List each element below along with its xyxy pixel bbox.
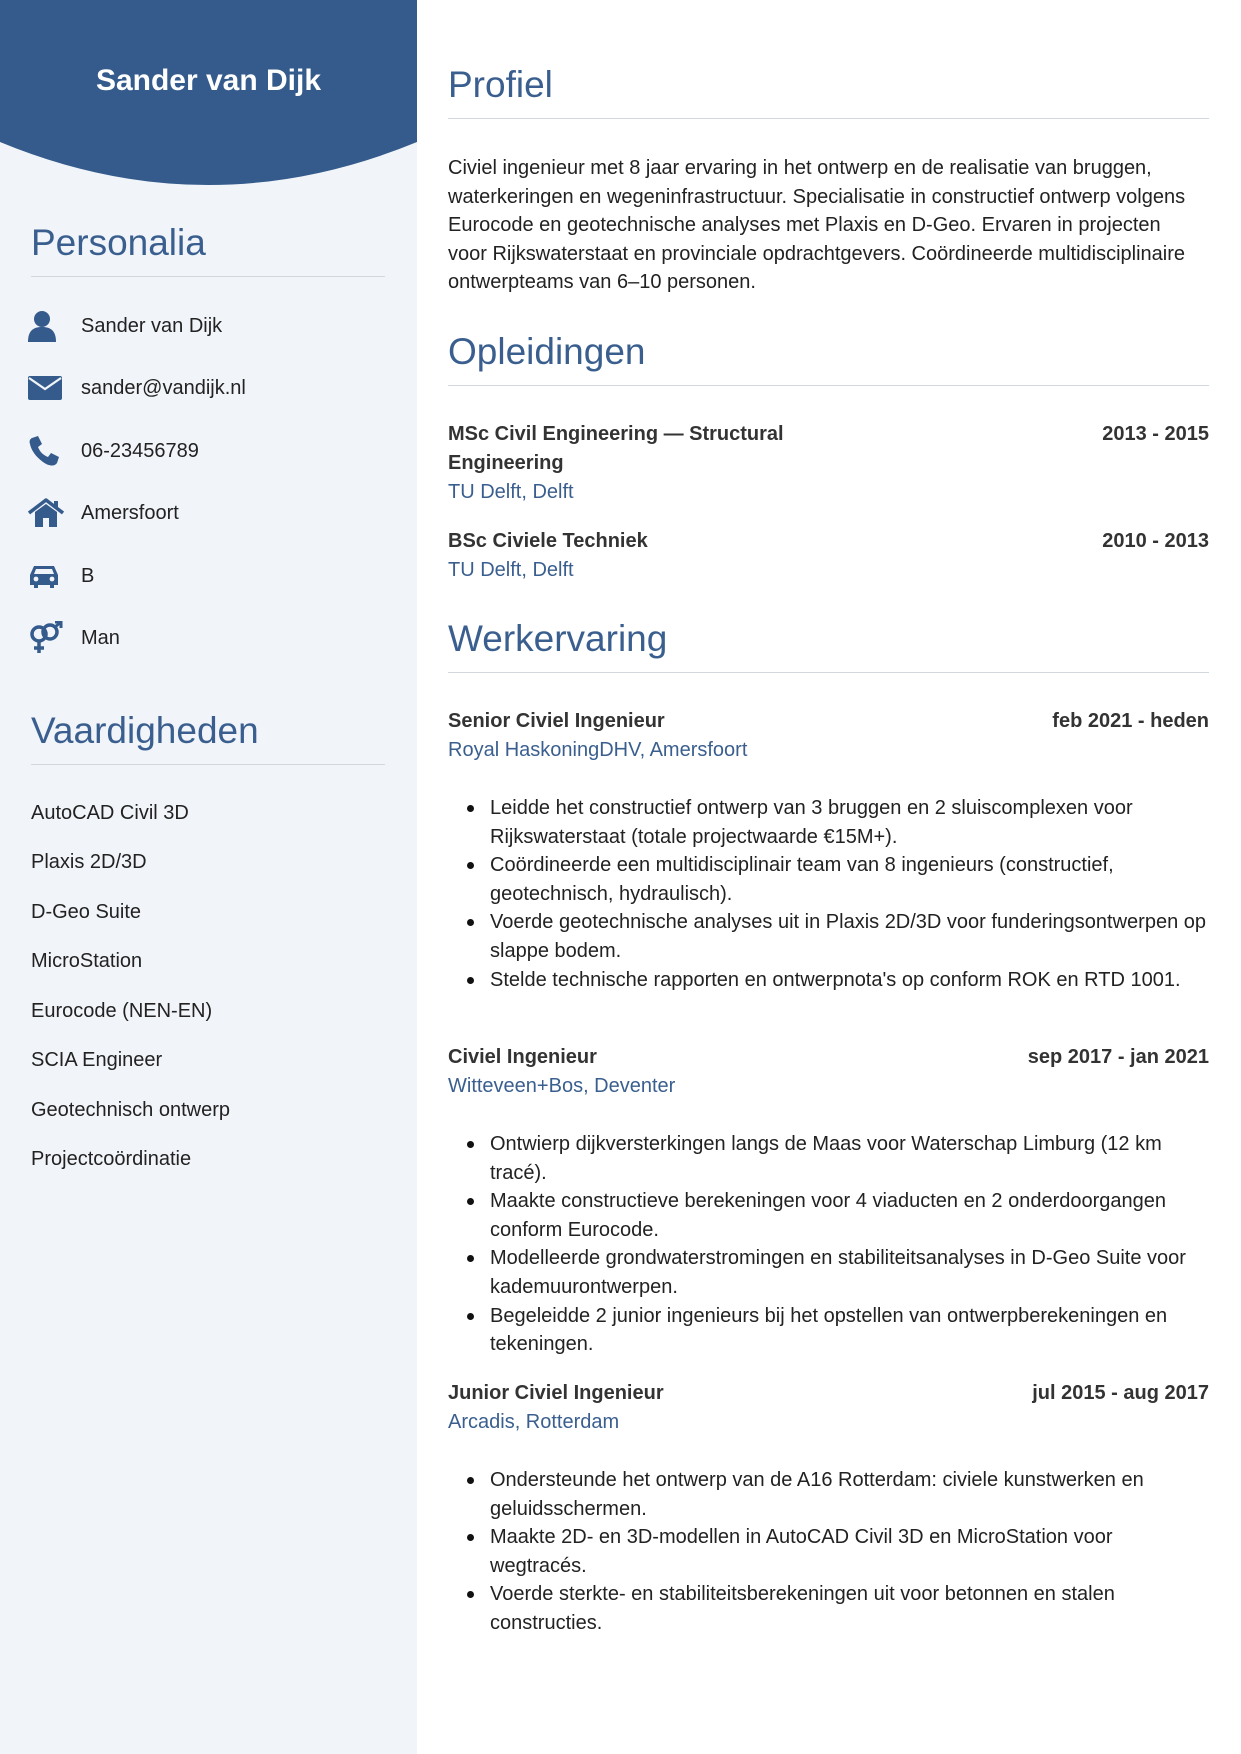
personalia-item-city <box>28 495 179 531</box>
skill-item: Projectcoördinatie <box>31 1148 192 1170</box>
personalia-city: Amersfoort <box>81 501 179 524</box>
job-title: Senior Civiel Ingenieur <box>448 710 665 732</box>
skill-item: MicroStation <box>31 950 143 972</box>
education-title-line2: Engineering <box>448 452 564 474</box>
job-bullet: Modelleerde grondwaterstromingen en stabiliteitsanalyses in D-Geo Suite voor kademuurontwerpen. <box>490 1244 1210 1301</box>
education-title: BSc Civiele Techniek <box>448 530 648 552</box>
skill-item: Plaxis 2D/3D <box>31 851 147 873</box>
job-bullet: Ondersteunde het ontwerp van de A16 Rotterdam: civiele kunstwerken en geluidsschermen. <box>490 1466 1210 1523</box>
skill-item: SCIA Engineer <box>31 1049 163 1071</box>
education-institution: TU Delft, Delft <box>448 559 574 581</box>
job-bullet: Leidde het constructief ontwerp van 3 bruggen en 2 sluiscomplexen voor Rijkswaterstaat (totale projectwaarde €15M+). <box>490 794 1210 851</box>
job-title: Junior Civiel Ingenieur <box>448 1382 664 1404</box>
work-heading: Werkervaring <box>448 618 1209 673</box>
job-bullet: Maakte constructieve berekeningen voor 4 viaducten en 2 onderdoorgangen conform Eurocode. <box>490 1187 1210 1244</box>
envelope-icon <box>28 371 66 405</box>
job-bullet: Coördineerde een multidisciplinair team van 8 ingenieurs (constructief, geotechnisch, hydraulisch). <box>490 851 1210 908</box>
personalia-license: B <box>81 564 95 587</box>
personalia-phone: 06-23456789 <box>81 439 199 462</box>
car-icon <box>28 559 66 593</box>
personalia-item-gender <box>28 620 120 656</box>
profile-heading: Profiel <box>448 64 1209 119</box>
education-institution: TU Delft, Delft <box>448 481 574 503</box>
job-dates: jul 2015 - aug 2017 <box>1032 1382 1209 1404</box>
job-dates: sep 2017 - jan 2021 <box>1027 1046 1209 1068</box>
home-icon <box>28 496 66 530</box>
sidebar <box>0 0 417 1754</box>
personalia-gender: Man <box>81 626 120 649</box>
gender-icon <box>28 621 66 655</box>
education-title-line1: MSc Civil Engineering — Structural <box>448 423 784 445</box>
personalia-name: Sander van Dijk <box>81 314 223 337</box>
job-bullets <box>448 794 1210 994</box>
education-dates: 2013 - 2015 <box>1102 423 1209 445</box>
name-banner <box>0 0 417 188</box>
personalia-item-email <box>28 370 246 406</box>
education-dates: 2010 - 2013 <box>1102 530 1209 552</box>
job-company: Arcadis, Rotterdam <box>448 1411 620 1433</box>
skill-item: D-Geo Suite <box>31 901 142 923</box>
job-bullet: Voerde geotechnische analyses uit in Plaxis 2D/3D voor funderingsontwerpen op slappe bodem. <box>490 908 1210 965</box>
personalia-item-license <box>28 558 94 594</box>
job-company: Royal HaskoningDHV, Amersfoort <box>448 739 748 761</box>
job-title: Civiel Ingenieur <box>448 1046 597 1068</box>
skill-item: Geotechnisch ontwerp <box>31 1099 231 1121</box>
job-company: Witteveen+Bos, Deventer <box>448 1075 676 1097</box>
user-icon <box>28 309 66 343</box>
job-bullets <box>448 1466 1210 1638</box>
job-bullet: Ontwierp dijkversterkingen langs de Maas voor Waterschap Limburg (12 km tracé). <box>490 1130 1210 1187</box>
job-bullet: Maakte 2D- en 3D-modellen in AutoCAD Civil 3D en MicroStation voor wegtracés. <box>490 1523 1210 1580</box>
job-bullet: Begeleidde 2 junior ingenieurs bij het opstellen van ontwerpberekeningen en tekeningen. <box>490 1302 1210 1359</box>
profile-text: Civiel ingenieur met 8 jaar ervaring in het ontwerp en de realisatie van bruggen, waterkeringen en wegeninfrastructuur. Specialisatie in constructief ontwerp volgens Eurocode en geotechnische analyses met Plaxis en D-Geo. Ervaren in projecten voor Rijkswaterstaat en provinciale opdrachtgevers. Coördineerde multidisciplinaire ontwerpteams van 6–10 personen. <box>448 157 1186 294</box>
skills-heading: Vaardigheden <box>31 710 385 765</box>
job-dates: feb 2021 - heden <box>1052 710 1209 732</box>
job-bullets <box>448 1130 1210 1359</box>
skill-item: Eurocode (NEN-EN) <box>31 1000 213 1022</box>
personalia-heading: Personalia <box>31 222 385 277</box>
phone-icon <box>28 434 66 468</box>
skill-item: AutoCAD Civil 3D <box>31 802 189 824</box>
job-bullet: Voerde sterkte- en stabiliteitsberekeningen uit voor betonnen en stalen constructies. <box>490 1580 1210 1637</box>
personalia-item-phone <box>28 433 199 469</box>
education-title <box>448 420 784 478</box>
candidate-name: Sander van Dijk <box>95 64 322 97</box>
personalia-item-name <box>28 308 222 344</box>
education-heading: Opleidingen <box>448 331 1209 386</box>
personalia-email: sander@vandijk.nl <box>81 376 246 399</box>
job-bullet: Stelde technische rapporten en ontwerpnota's op conform ROK en RTD 1001. <box>490 966 1210 995</box>
